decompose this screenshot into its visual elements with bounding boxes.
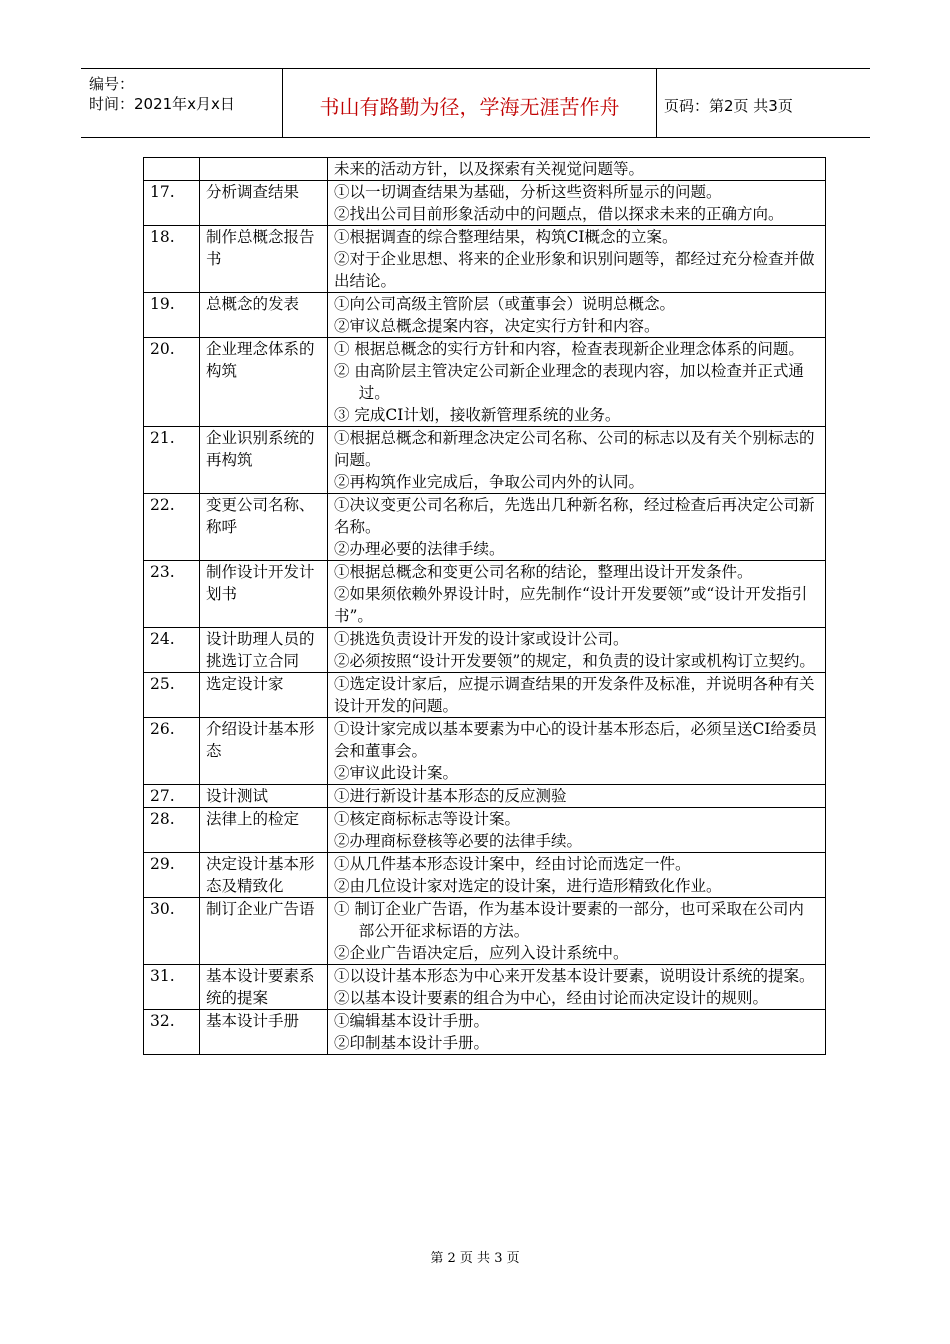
step-name: 介绍设计基本形态 bbox=[200, 718, 328, 785]
step-number: 28. bbox=[144, 808, 200, 853]
step-description bbox=[328, 718, 826, 785]
table-row bbox=[144, 561, 826, 628]
description-item: ②印制基本设计手册。 bbox=[334, 1034, 490, 1052]
step-description bbox=[328, 628, 826, 673]
description-item: ①核定商标标志等设计案。 bbox=[334, 810, 521, 828]
step-name: 制订企业广告语 bbox=[200, 898, 328, 965]
description-item: ② 由高阶层主管决定公司新企业理念的表现内容，加以检查并正式通过。 bbox=[334, 362, 804, 402]
ci-steps-table bbox=[143, 157, 826, 1055]
description-item: ③ 完成CI计划，接收新管理系统的业务。 bbox=[334, 406, 621, 424]
step-number: 27. bbox=[144, 785, 200, 808]
step-name: 基本设计要素系统的提案 bbox=[200, 965, 328, 1010]
step-description bbox=[328, 673, 826, 718]
header-motto: 书山有路勤为径，学海无涯苦作舟 bbox=[319, 95, 620, 119]
table-row bbox=[144, 226, 826, 293]
step-number: 26. bbox=[144, 718, 200, 785]
page-footer: 第 2 页 共 3 页 bbox=[430, 1251, 520, 1266]
step-description bbox=[328, 226, 826, 293]
doc-code-label: 编号： bbox=[89, 75, 135, 93]
table-row bbox=[144, 853, 826, 898]
description-item: ①进行新设计基本形态的反应测验 bbox=[334, 787, 567, 805]
step-name: 企业识别系统的再构筑 bbox=[200, 427, 328, 494]
step-name: 法律上的检定 bbox=[200, 808, 328, 853]
table-row bbox=[144, 494, 826, 561]
step-description bbox=[328, 181, 826, 226]
table-row bbox=[144, 785, 826, 808]
step-description bbox=[328, 808, 826, 853]
table-row bbox=[144, 293, 826, 338]
step-number: 24. bbox=[144, 628, 200, 673]
description-item: ① 根据总概念的实行方针和内容，检查表现新企业理念体系的问题。 bbox=[334, 340, 804, 358]
table-row bbox=[144, 808, 826, 853]
step-name: 选定设计家 bbox=[200, 673, 328, 718]
description-item: ②办理商标登核等必要的法律手续。 bbox=[334, 832, 583, 850]
step-name: 设计助理人员的挑选订立合同 bbox=[200, 628, 328, 673]
step-name: 制作设计开发计划书 bbox=[200, 561, 328, 628]
description-item: ②找出公司目前形象活动中的问题点，借以探求未来的正确方向。 bbox=[334, 205, 784, 223]
page-header bbox=[81, 68, 870, 138]
table-row bbox=[144, 1010, 826, 1055]
table-row bbox=[144, 898, 826, 965]
description-item: ①根据总概念和变更公司名称的结论，整理出设计开发条件。 bbox=[334, 563, 753, 581]
step-name: 总概念的发表 bbox=[200, 293, 328, 338]
description-item: ①挑选负责设计开发的设计家或设计公司。 bbox=[334, 630, 629, 648]
step-number: 19. bbox=[144, 293, 200, 338]
step-number: 22. bbox=[144, 494, 200, 561]
description-item: ① 制订企业广告语，作为基本设计要素的一部分，也可采取在公司内部公开征求标语的方法。 bbox=[334, 900, 804, 940]
description-item: ①选定设计家后，应提示调查结果的开发条件及标准，并说明各种有关设计开发的问题。 bbox=[334, 675, 815, 715]
step-description bbox=[328, 1010, 826, 1055]
step-name: 决定设计基本形态及精致化 bbox=[200, 853, 328, 898]
description-item: ①根据总概念和新理念决定公司名称、公司的标志以及有关个别标志的问题。 bbox=[334, 429, 815, 469]
description-item: 未来的活动方针，以及探索有关视觉问题等。 bbox=[334, 160, 645, 178]
description-item: ②再构筑作业完成后，争取公司内外的认同。 bbox=[334, 473, 645, 491]
description-item: ②由几位设计家对选定的设计案，进行造形精致化作业。 bbox=[334, 877, 722, 895]
description-item: ②如果须依赖外界设计时，应先制作“设计开发要领”或“设计开发指引书”。 bbox=[334, 585, 808, 625]
description-item: ②办理必要的法律手续。 bbox=[334, 540, 505, 558]
description-item: ①以设计基本形态为中心来开发基本设计要素，说明设计系统的提案。 bbox=[334, 967, 815, 985]
step-description bbox=[328, 853, 826, 898]
table-row bbox=[144, 673, 826, 718]
description-item: ②以基本设计要素的组合为中心，经由讨论而决定设计的规则。 bbox=[334, 989, 769, 1007]
step-number: 18. bbox=[144, 226, 200, 293]
table-row bbox=[144, 158, 826, 181]
step-name: 设计测试 bbox=[200, 785, 328, 808]
table-row bbox=[144, 628, 826, 673]
step-number: 30. bbox=[144, 898, 200, 965]
step-description bbox=[328, 785, 826, 808]
doc-date-label: 时间：2021年x月x日 bbox=[89, 95, 235, 113]
step-number: 25. bbox=[144, 673, 200, 718]
step-description bbox=[328, 293, 826, 338]
description-item: ②必须按照“设计开发要领”的规定，和负责的设计家或机构订立契约。 bbox=[334, 652, 815, 670]
ci-steps-table-body bbox=[144, 158, 826, 1055]
table-row bbox=[144, 965, 826, 1010]
step-description bbox=[328, 338, 826, 427]
step-number: 20. bbox=[144, 338, 200, 427]
description-item: ①根据调查的综合整理结果，构筑CI概念的立案。 bbox=[334, 228, 678, 246]
description-item: ①以一切调查结果为基础，分析这些资料所显示的问题。 bbox=[334, 183, 722, 201]
description-item: ①向公司高级主管阶层（或董事会）说明总概念。 bbox=[334, 295, 676, 313]
step-description bbox=[328, 427, 826, 494]
header-motto-cell bbox=[282, 69, 657, 137]
step-number: 32. bbox=[144, 1010, 200, 1055]
table-row bbox=[144, 427, 826, 494]
step-number: 21. bbox=[144, 427, 200, 494]
table-row bbox=[144, 338, 826, 427]
description-item: ①编辑基本设计手册。 bbox=[334, 1012, 490, 1030]
description-item: ②审议总概念提案内容，决定实行方针和内容。 bbox=[334, 317, 660, 335]
step-name: 变更公司名称、称呼 bbox=[200, 494, 328, 561]
table-row bbox=[144, 718, 826, 785]
description-item: ①从几件基本形态设计案中，经由讨论而选定一件。 bbox=[334, 855, 691, 873]
step-description bbox=[328, 898, 826, 965]
step-number: 31. bbox=[144, 965, 200, 1010]
step-number: 23. bbox=[144, 561, 200, 628]
step-name: 分析调查结果 bbox=[200, 181, 328, 226]
step-number: 29. bbox=[144, 853, 200, 898]
step-description bbox=[328, 561, 826, 628]
description-item: ②对于企业思想、将来的企业形象和识别问题等，都经过充分检查并做出结论。 bbox=[334, 250, 815, 290]
step-number: 17. bbox=[144, 181, 200, 226]
step-name bbox=[200, 158, 328, 181]
step-name: 制作总概念报告书 bbox=[200, 226, 328, 293]
description-item: ②审议此设计案。 bbox=[334, 764, 459, 782]
step-description bbox=[328, 965, 826, 1010]
table-row bbox=[144, 181, 826, 226]
step-description bbox=[328, 158, 826, 181]
header-page-number: 页码：第2页 共3页 bbox=[664, 97, 793, 115]
step-number bbox=[144, 158, 200, 181]
step-name: 基本设计手册 bbox=[200, 1010, 328, 1055]
header-meta-cell bbox=[81, 69, 281, 137]
header-page-cell bbox=[656, 69, 870, 137]
step-name: 企业理念体系的构筑 bbox=[200, 338, 328, 427]
step-description bbox=[328, 494, 826, 561]
description-item: ①设计家完成以基本要素为中心的设计基本形态后，必须呈送CI给委员会和董事会。 bbox=[334, 720, 817, 760]
description-item: ①决议变更公司名称后，先选出几种新名称，经过检查后再决定公司新名称。 bbox=[334, 496, 815, 536]
description-item: ②企业广告语决定后，应列入设计系统中。 bbox=[334, 944, 629, 962]
